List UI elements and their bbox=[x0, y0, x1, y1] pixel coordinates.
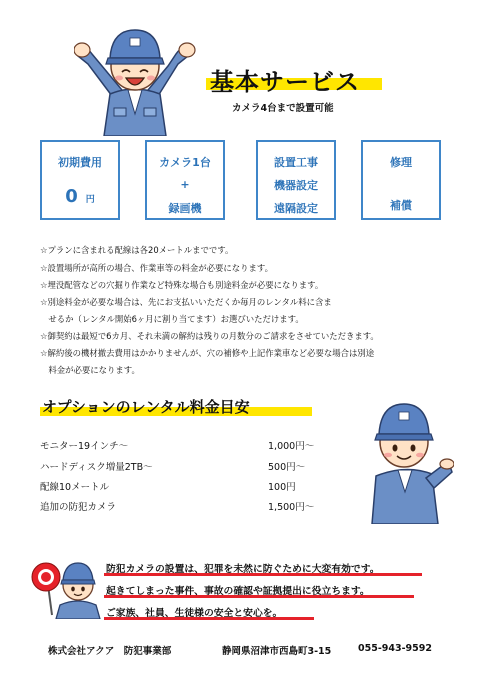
service-box-initial-cost bbox=[40, 140, 120, 220]
initial-cost-value: 0 bbox=[65, 186, 78, 207]
note-line: ☆プランに含まれる配線は各20メートルまでです。 bbox=[40, 245, 234, 255]
footer-phone: 055-943-9592 bbox=[358, 643, 432, 654]
note-line: ☆解約後の機材撤去費用はかかりませんが、穴の補修や上記作業車など必要な場合は別途 bbox=[40, 348, 375, 358]
service-box-camera bbox=[145, 140, 225, 220]
mascot-cheering-illustration bbox=[74, 18, 196, 136]
service-box-label: 機器設定 bbox=[274, 179, 318, 192]
option-name: モニター19インチ～ bbox=[40, 441, 129, 452]
options-title: オプションのレンタル料金目安 bbox=[42, 398, 250, 416]
footer-company: 株式会社アクア 防犯事業部 bbox=[48, 646, 172, 657]
service-box-label: 設置工事 bbox=[274, 156, 318, 169]
mascot-presenting-illustration bbox=[366, 392, 454, 524]
note-line: ☆設置場所が高所の場合、作業車等の料金が必要になります。 bbox=[40, 263, 273, 273]
service-box-label: 初期費用 bbox=[58, 156, 102, 169]
mascot-ok-sign-illustration bbox=[30, 555, 106, 619]
note-line: ☆別途料金が必要な場合は、先にお支払いいただくか毎月のレンタル料に含ま bbox=[40, 297, 332, 307]
message-line: 起きてしまった事件、事故の確認や証拠提出に役立ちます。 bbox=[106, 586, 370, 597]
service-box-label: 補償 bbox=[390, 199, 412, 212]
service-box-label: カメラ1台 bbox=[159, 156, 211, 169]
note-line: 料金が必要になります。 bbox=[40, 365, 140, 375]
page-subtitle: カメラ4台まで設置可能 bbox=[232, 103, 334, 114]
option-name: ハードディスク増量2TB～ bbox=[40, 462, 153, 473]
message-line: ご家族、社員、生徒様の安全と安心を。 bbox=[106, 608, 283, 619]
option-price: 100円 bbox=[268, 482, 296, 493]
initial-cost-unit: 円 bbox=[85, 195, 95, 205]
message-line: 防犯カメラの設置は、犯罪を未然に防ぐために大変有効です。 bbox=[106, 564, 380, 575]
page-title: 基本サービス bbox=[210, 68, 360, 96]
option-name: 配線10メートル bbox=[40, 482, 110, 493]
options-title-block bbox=[40, 396, 312, 416]
service-box-plus: + bbox=[180, 178, 190, 191]
note-line: ☆埋没配管などの穴掘り作業など特殊な場合も別途料金が必要になります。 bbox=[40, 280, 324, 290]
header-title-block bbox=[206, 62, 382, 96]
option-price: 1,000円～ bbox=[268, 441, 315, 452]
option-name: 追加の防犯カメラ bbox=[40, 502, 117, 513]
service-box-price bbox=[42, 186, 118, 207]
service-box-label: 録画機 bbox=[168, 202, 202, 215]
note-line: せるか（レンタル開始6ヶ月に割り当てます）お選びいただけます。 bbox=[40, 314, 304, 324]
option-price: 500円～ bbox=[268, 462, 306, 473]
service-box-repair bbox=[361, 140, 441, 220]
note-line: ☆御契約は最短で6カ月、それ未満の解約は残りの月数分のご請求をさせていただきます。 bbox=[40, 331, 379, 341]
service-box-label: 修理 bbox=[390, 156, 412, 169]
footer-address: 静岡県沼津市西島町3-15 bbox=[222, 646, 332, 657]
service-box-label: 遠隔設定 bbox=[274, 202, 318, 215]
option-price: 1,500円～ bbox=[268, 502, 315, 513]
service-box-installation bbox=[256, 140, 336, 220]
